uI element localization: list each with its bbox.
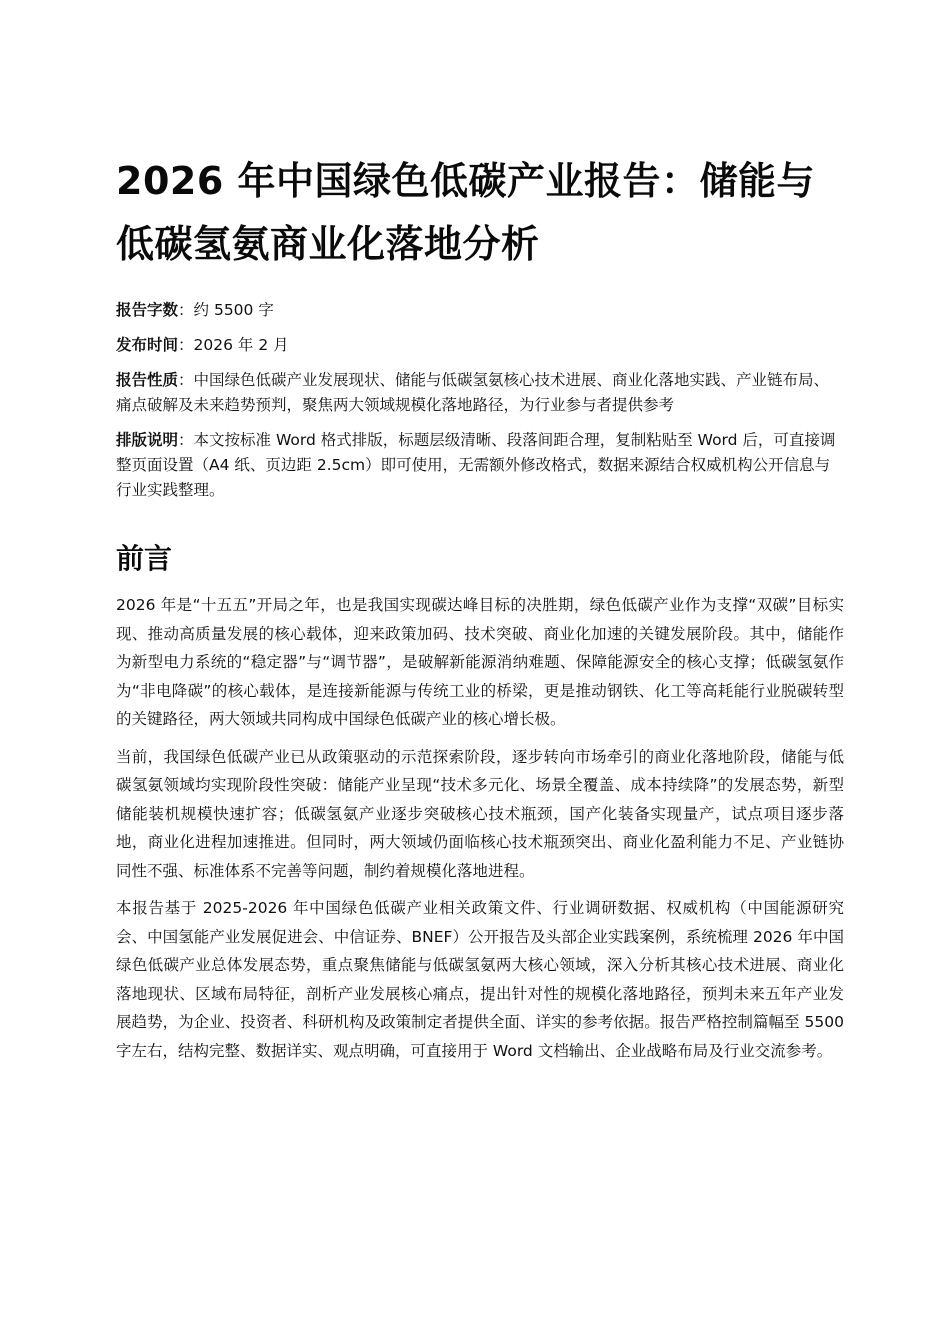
- meta-label: 报告性质: [116, 371, 179, 389]
- meta-value: 约 5500 字: [193, 301, 274, 319]
- meta-publish-date: [116, 333, 844, 358]
- meta-separator: ：: [178, 336, 194, 354]
- meta-label: 报告字数: [116, 301, 179, 319]
- document-page: [116, 150, 844, 1074]
- meta-block: [116, 298, 844, 503]
- meta-separator: ：: [178, 301, 194, 319]
- preface-paragraph: 本报告基于 2025-2026 年中国绿色低碳产业相关政策文件、行业调研数据、权威机构（中国能源研究会、中国氢能产业发展促进会、中信证券、BNEF）公开报告及头部企业实践案例，系统梳理 2026 年中国绿色低碳产业总体发展态势，重点聚焦储能与低碳氢氨两大核心领域，深入分析其核心技术进展、商业化落地现状、区域布局特征，剖析产业发展核心痛点，提出针对性的规模化落地路径，预判未来五年产业发展趋势，为企业、投资者、科研机构及政策制定者提供全面、详实的参考依据。报告严格控制篇幅至 5500 字左右，结构完整、数据详实、观点明确，可直接用于 Word 文档输出、企业战略布局及行业交流参考。: [116, 899, 844, 1060]
- preface-paragraph: 当前，我国绿色低碳产业已从政策驱动的示范探索阶段，逐步转向市场牵引的商业化落地阶段，储能与低碳氢氨领域均实现阶段性突破：储能产业呈现“技术多元化、场景全覆盖、成本持续降”的发展态势，新型储能装机规模快速扩容；低碳氢氨产业逐步突破核心技术瓶颈，国产化装备实现量产，试点项目逐步落地，商业化进程加速推进。但同时，两大领域仍面临核心技术瓶颈突出、商业化盈利能力不足、产业链协同性不强、标准体系不完善等问题，制约着规模化落地进程。: [116, 747, 844, 880]
- meta-label: 排版说明: [116, 431, 179, 449]
- document-title: 2026 年中国绿色低碳产业报告：储能与低碳氢氨商业化落地分析: [116, 159, 815, 266]
- meta-value: 中国绿色低碳产业发展现状、储能与低碳氢氨核心技术进展、商业化落地实践、产业链布局、痛点破解及未来趋势预判，聚焦两大领域规模化落地路径，为行业参与者提供参考: [116, 371, 830, 414]
- preface-paragraph: 2026 年是“十五五”开局之年，也是我国实现碳达峰目标的决胜期，绿色低碳产业作为支撑“双碳”目标实现、推动高质量发展的核心载体，迎来政策加码、技术突破、商业化加速的关键发展阶段。其中，储能作为新型电力系统的“稳定器”与“调节器”，是破解新能源消纳难题、保障能源安全的核心支撑；低碳氢氨作为“非电降碳”的核心载体，是连接新能源与传统工业的桥梁，更是推动钢铁、化工等高耗能行业脱碳转型的关键路径，两大领域共同构成中国绿色低碳产业的核心增长极。: [116, 596, 844, 728]
- meta-value: 2026 年 2 月: [193, 336, 289, 354]
- meta-separator: ：: [178, 431, 194, 449]
- meta-word-count: [116, 298, 844, 323]
- meta-label: 发布时间: [116, 336, 179, 354]
- meta-report-nature: [116, 368, 844, 418]
- section-heading-preface: 前言: [116, 542, 173, 575]
- meta-layout-note: [116, 428, 844, 503]
- meta-value: 本文按标准 Word 格式排版，标题层级清晰、段落间距合理，复制粘贴至 Word 后，可直接调整页面设置（A4 纸、页边距 2.5cm）即可使用，无需额外修改格式，数据来源结合权威机构公开信息与行业实践整理。: [116, 431, 836, 499]
- meta-separator: ：: [178, 371, 194, 389]
